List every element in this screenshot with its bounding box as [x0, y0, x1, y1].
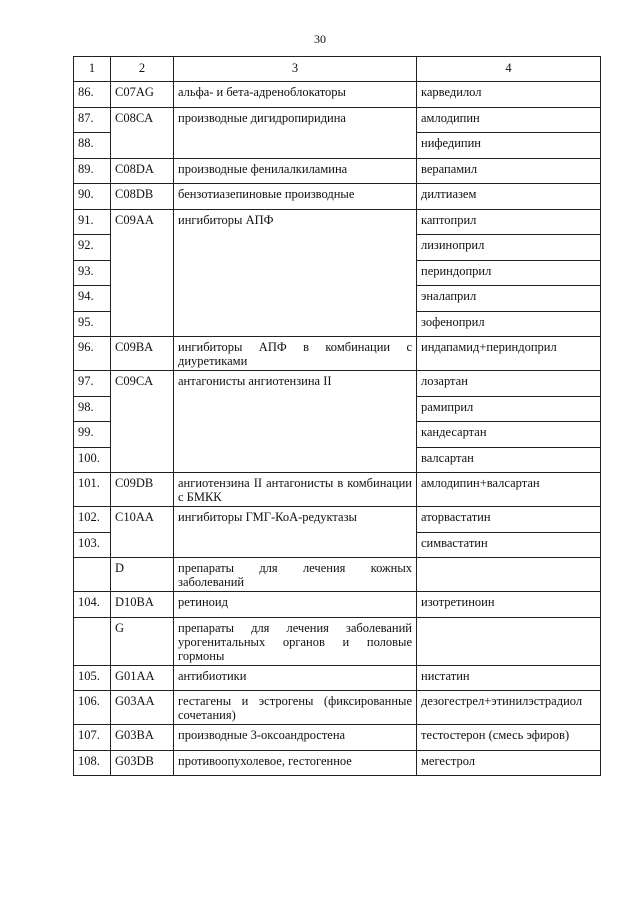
- drug-name: валсартан: [417, 447, 601, 473]
- drug-name: зофеноприл: [417, 311, 601, 337]
- atc-code: C09BA: [111, 337, 174, 371]
- table-row: [74, 209, 601, 235]
- row-number: [74, 558, 111, 592]
- atc-code: C09DB: [111, 473, 174, 507]
- drug-group: антибиотики: [174, 665, 417, 691]
- atc-code: C08DB: [111, 184, 174, 210]
- drug-name: симвастатин: [417, 532, 601, 558]
- drug-group: ингибиторы ГМГ-КоА-редуктазы: [174, 507, 417, 558]
- row-number: 103.: [74, 532, 111, 558]
- row-number: 93.: [74, 260, 111, 286]
- row-number: 87.: [74, 107, 111, 133]
- row-number: 92.: [74, 235, 111, 261]
- drug-name: лозартан: [417, 371, 601, 397]
- drug-group: ингибиторы АПФ: [174, 209, 417, 337]
- header-col-2: 2: [111, 57, 174, 82]
- table-row: [74, 725, 601, 751]
- drug-name: эналаприл: [417, 286, 601, 312]
- drug-name: индапамид+периндоприл: [417, 337, 601, 371]
- row-number: 101.: [74, 473, 111, 507]
- row-number: 89.: [74, 158, 111, 184]
- atc-code: G03BA: [111, 725, 174, 751]
- table-row: [74, 507, 601, 533]
- drug-name: амлодипин: [417, 107, 601, 133]
- drug-group: ингибиторы АПФ в комбинации с диуретиками: [174, 337, 417, 371]
- header-col-4: 4: [417, 57, 601, 82]
- drug-name: кандесартан: [417, 422, 601, 448]
- table-row: [74, 750, 601, 776]
- table-row: [74, 371, 601, 397]
- row-number: 96.: [74, 337, 111, 371]
- drug-name: [417, 617, 601, 665]
- table-row: [74, 337, 601, 371]
- table-row: [74, 473, 601, 507]
- drug-group: препараты для лечения кожных заболеваний: [174, 558, 417, 592]
- table-row: [74, 158, 601, 184]
- row-number: 104.: [74, 592, 111, 618]
- atc-code: D: [111, 558, 174, 592]
- drug-name: амлодипин+валсартан: [417, 473, 601, 507]
- drug-name: рамиприл: [417, 396, 601, 422]
- drug-name: [417, 558, 601, 592]
- drug-name: мегестрол: [417, 750, 601, 776]
- atc-code: C08CA: [111, 107, 174, 158]
- drug-name: карведилол: [417, 82, 601, 108]
- drug-name: дезогестрел+этинилэстрадиол: [417, 691, 601, 725]
- row-number: 106.: [74, 691, 111, 725]
- drug-name: нифедипин: [417, 133, 601, 159]
- table-row: [74, 107, 601, 133]
- row-number: 95.: [74, 311, 111, 337]
- drug-group: производные 3-оксоандростена: [174, 725, 417, 751]
- atc-code: C08DA: [111, 158, 174, 184]
- drug-name: аторвастатин: [417, 507, 601, 533]
- drug-table: [73, 56, 601, 776]
- row-number: 107.: [74, 725, 111, 751]
- drug-group: антагонисты ангиотензина II: [174, 371, 417, 473]
- row-number: 88.: [74, 133, 111, 159]
- row-number: 86.: [74, 82, 111, 108]
- atc-code: G03AA: [111, 691, 174, 725]
- row-number: 98.: [74, 396, 111, 422]
- row-number: 102.: [74, 507, 111, 533]
- row-number: 105.: [74, 665, 111, 691]
- atc-code: C09CA: [111, 371, 174, 473]
- drug-name: нистатин: [417, 665, 601, 691]
- drug-group: препараты для лечения заболеваний урогенитальных органов и половые гормоны: [174, 617, 417, 665]
- table-row: [74, 184, 601, 210]
- header-row: [74, 57, 601, 82]
- drug-group: альфа- и бета-адреноблокаторы: [174, 82, 417, 108]
- atc-code: C10AA: [111, 507, 174, 558]
- table-row: [74, 592, 601, 618]
- table-row: [74, 82, 601, 108]
- atc-code: C07AG: [111, 82, 174, 108]
- drug-group: противоопухолевое, гестогенное: [174, 750, 417, 776]
- drug-group: ангиотензина II антагонисты в комбинации с БМКК: [174, 473, 417, 507]
- row-number: 94.: [74, 286, 111, 312]
- drug-name: тестостерон (смесь эфиров): [417, 725, 601, 751]
- table-row: [74, 558, 601, 592]
- drug-group: ретиноид: [174, 592, 417, 618]
- row-number: [74, 617, 111, 665]
- atc-code: D10BA: [111, 592, 174, 618]
- row-number: 91.: [74, 209, 111, 235]
- drug-group: гестагены и эстрогены (фиксированные сочетания): [174, 691, 417, 725]
- drug-group: бензотиазепиновые производные: [174, 184, 417, 210]
- atc-code: C09AA: [111, 209, 174, 337]
- drug-name: верапамил: [417, 158, 601, 184]
- row-number: 108.: [74, 750, 111, 776]
- header-col-3: 3: [174, 57, 417, 82]
- table-row: [74, 665, 601, 691]
- table-row: [74, 617, 601, 665]
- drug-group: производные дигидропиридина: [174, 107, 417, 158]
- drug-name: каптоприл: [417, 209, 601, 235]
- page-number: 30: [314, 32, 326, 46]
- drug-name: периндоприл: [417, 260, 601, 286]
- drug-name: лизиноприл: [417, 235, 601, 261]
- drug-name: дилтиазем: [417, 184, 601, 210]
- drug-group: производные фенилалкиламина: [174, 158, 417, 184]
- atc-code: G01AA: [111, 665, 174, 691]
- header-col-1: 1: [74, 57, 111, 82]
- row-number: 100.: [74, 447, 111, 473]
- atc-code: G: [111, 617, 174, 665]
- row-number: 90.: [74, 184, 111, 210]
- table-row: [74, 691, 601, 725]
- atc-code: G03DB: [111, 750, 174, 776]
- row-number: 97.: [74, 371, 111, 397]
- drug-name: изотретиноин: [417, 592, 601, 618]
- row-number: 99.: [74, 422, 111, 448]
